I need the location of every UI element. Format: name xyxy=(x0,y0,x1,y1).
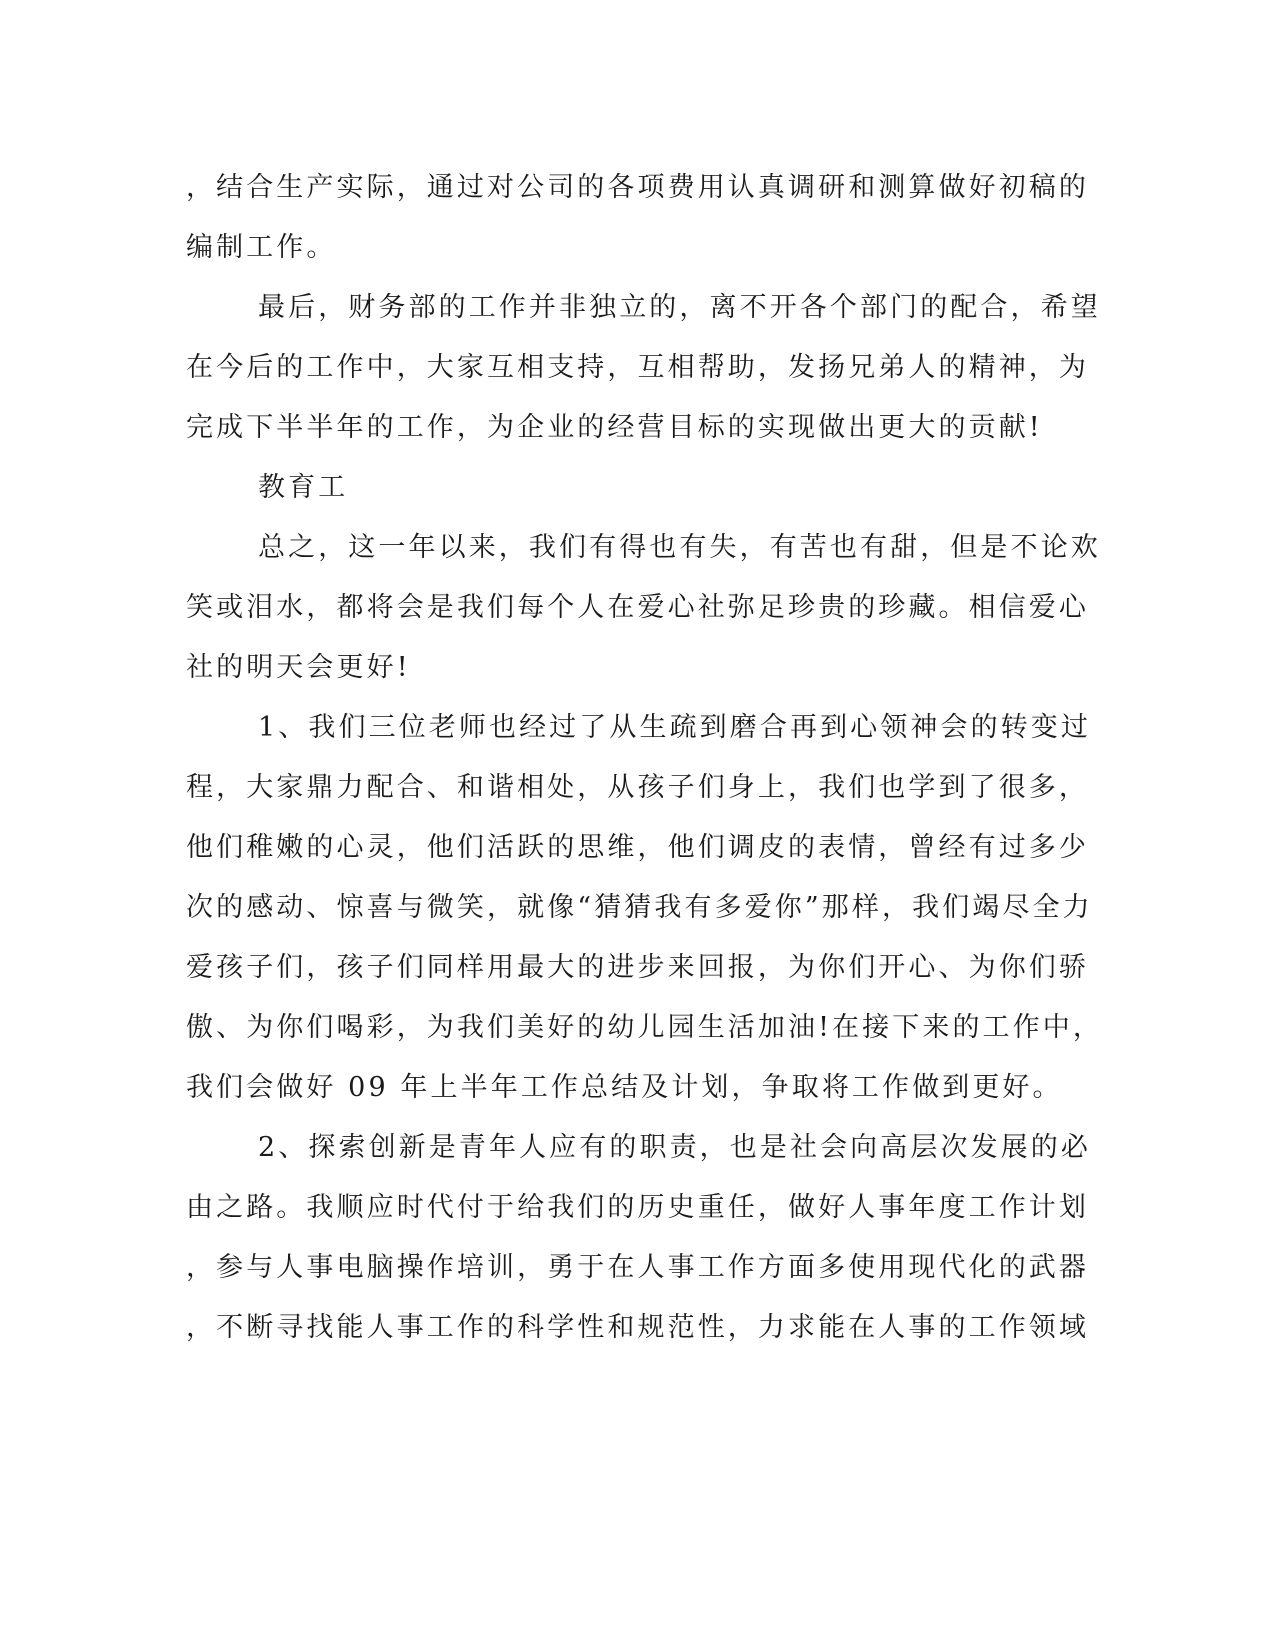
text-line: 在今后的工作中，大家互相支持，互相帮助，发扬兄弟人的精神，为 xyxy=(186,352,1089,383)
text-line: 爱孩子们，孩子们同样用最大的进步来回报，为你们开心、为你们骄 xyxy=(186,952,1089,983)
text-line: 次的感动、惊喜与微笑，就像“猜猜我有多爱你”那样，我们竭尽全力 xyxy=(186,892,1093,923)
text-line: 编制工作。 xyxy=(186,232,337,263)
paragraph-start-line: 1、我们三位老师也经过了从生疏到磨合再到心领神会的转变过 xyxy=(258,712,1091,743)
paragraph-start-line: 最后，财务部的工作并非独立的，离不开各个部门的配合，希望 xyxy=(258,292,1101,323)
text-line: 社的明天会更好! xyxy=(186,652,411,683)
text-line: 我们会做好 09 年上半年工作总结及计划，争取将工作做到更好。 xyxy=(186,1072,1063,1103)
text-line: 由之路。我顺应时代付于给我们的历史重任，做好人事年度工作计划 xyxy=(186,1192,1089,1223)
document-body xyxy=(186,158,1103,1358)
text-line: ，结合生产实际，通过对公司的各项费用认真调研和测算做好初稿的 xyxy=(186,172,1089,203)
text-line: 完成下半半年的工作，为企业的经营目标的实现做出更大的贡献! xyxy=(186,412,1043,443)
text-line: 程，大家鼎力配合、和谐相处，从孩子们身上，我们也学到了很多， xyxy=(186,772,1089,803)
section-heading: 教育工 xyxy=(258,472,349,503)
text-line: 傲、为你们喝彩，为我们美好的幼儿园生活加油!在接下来的工作中， xyxy=(186,1012,1103,1043)
paragraph-start-line: 2、探索创新是青年人应有的职责，也是社会向高层次发展的必 xyxy=(258,1132,1091,1163)
paragraph-start-line: 总之，这一年以来，我们有得也有失，有苦也有甜，但是不论欢 xyxy=(258,532,1101,563)
text-line: ，不断寻找能人事工作的科学性和规范性，力求能在人事的工作领域 xyxy=(186,1312,1089,1343)
text-line: 笑或泪水，都将会是我们每个人在爱心社弥足珍贵的珍藏。相信爱心 xyxy=(186,592,1089,623)
text-line: ，参与人事电脑操作培训，勇于在人事工作方面多使用现代化的武器 xyxy=(186,1252,1089,1283)
text-line: 他们稚嫩的心灵，他们活跃的思维，他们调皮的表情，曾经有过多少 xyxy=(186,832,1089,863)
